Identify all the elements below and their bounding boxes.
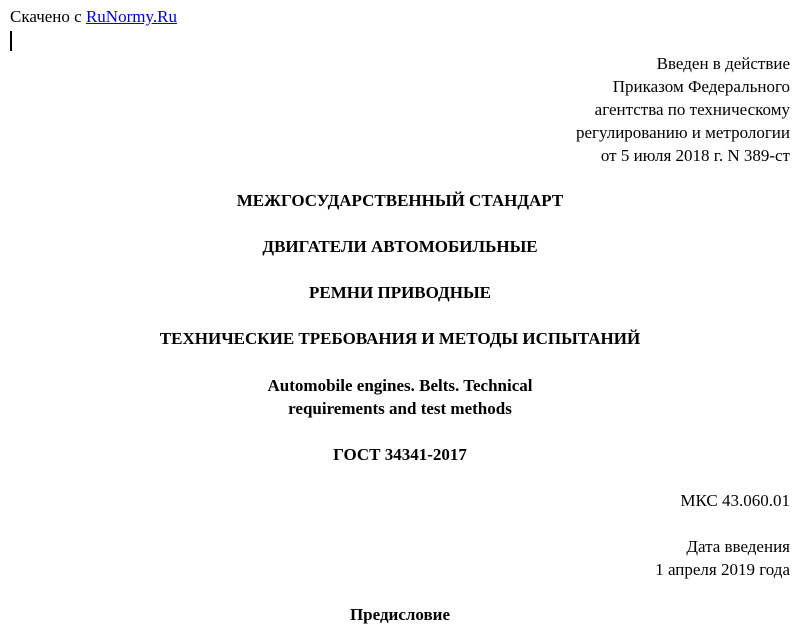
approval-line: регулированию и метрологии xyxy=(575,123,790,142)
approval-line: от 5 июля 2018 г. N 389-ст xyxy=(600,146,790,165)
approval-block xyxy=(576,52,790,167)
standard-designation: ГОСТ 34341-2017 xyxy=(333,445,467,464)
approval-line: Приказом Федерального xyxy=(612,77,790,96)
text-cursor xyxy=(10,31,12,51)
english-title-line-1: Automobile engines. Belts. Technical xyxy=(267,376,533,395)
source-line xyxy=(10,7,177,27)
introduction-date-block xyxy=(655,535,790,581)
source-prefix: Скачено с xyxy=(10,7,82,26)
title-line-1: ДВИГАТЕЛИ АВТОМОБИЛЬНЫЕ xyxy=(262,237,538,256)
mks-code: МКС 43.060.01 xyxy=(680,491,790,510)
approval-line: агентства по техническому xyxy=(594,100,790,119)
title-line-3: ТЕХНИЧЕСКИЕ ТРЕБОВАНИЯ И МЕТОДЫ ИСПЫТАНИЙ xyxy=(159,329,641,348)
english-title-line-2: requirements and test methods xyxy=(288,399,512,418)
source-link[interactable]: RuNormy.Ru xyxy=(85,7,177,26)
standard-type: МЕЖГОСУДАРСТВЕННЫЙ СТАНДАРТ xyxy=(236,191,564,210)
title-line-2: РЕМНИ ПРИВОДНЫЕ xyxy=(309,283,491,302)
preface-heading: Предисловие xyxy=(349,605,451,624)
introduction-date: 1 апреля 2019 года xyxy=(655,560,790,579)
introduction-label: Дата введения xyxy=(686,537,790,556)
approval-line: Введен в действие xyxy=(656,54,790,73)
